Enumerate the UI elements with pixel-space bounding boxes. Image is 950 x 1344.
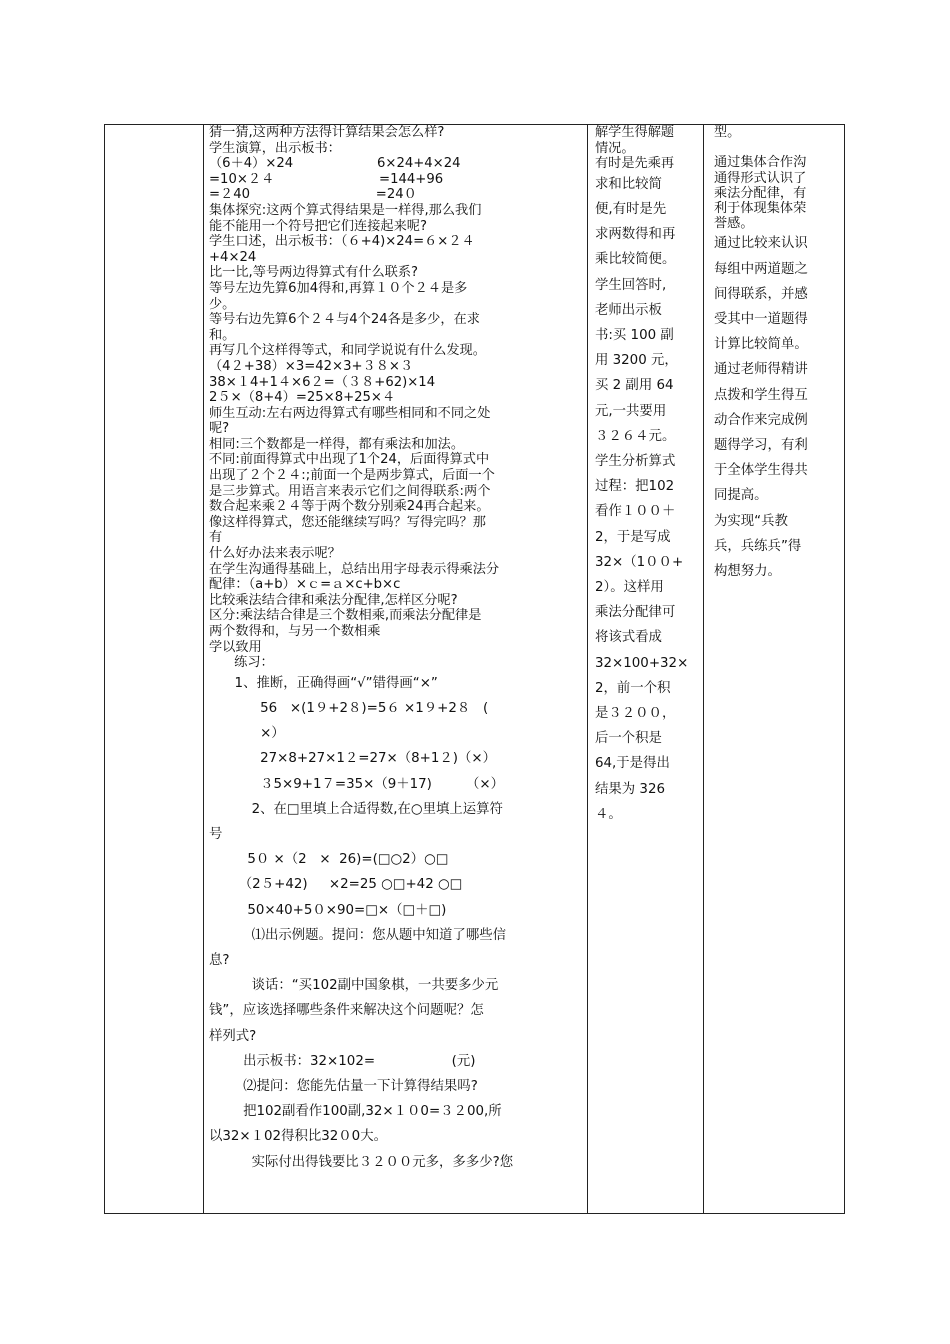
text-line: 便,有时是先 — [595, 201, 667, 217]
text-line: 有时是先乘再 — [595, 156, 675, 172]
text-line: 比一比,等号两边得算式有什么联系? — [209, 265, 419, 281]
process-dense-text — [209, 125, 581, 671]
text-line: 老师出示板 — [595, 302, 662, 318]
text-line: 通得形式认识了 — [714, 170, 807, 186]
text-line: 出现了２个２４:;前面一个是两步算式，后面一个 — [209, 468, 495, 484]
text-line: 于全体学生得共 — [714, 463, 808, 479]
text-line: 相同:三个数都是一样得，都有乘法和加法。 — [209, 436, 465, 452]
text-line: 在学生沟通得基础上，总结出用字母表示得乘法分 — [209, 561, 500, 577]
text-line: 同提高。 — [714, 488, 768, 504]
text-line: 情况。 — [595, 140, 635, 156]
text-line: 点拨和学生得互 — [714, 387, 808, 403]
text-line: 27×8+27×1２=27×（8+1２)（×） — [209, 751, 496, 767]
text-line: 以32×１02得积比32０0大。 — [209, 1129, 387, 1145]
text-line: 和。 — [209, 327, 236, 343]
text-line: 誉感。 — [714, 216, 754, 232]
text-line: ３5×9+1７=35×（9＋17) （×） — [209, 776, 504, 792]
text-line: ×） — [209, 726, 285, 742]
text-line: 等号右边先算6个２４与4个24各是多少，在求 — [209, 312, 480, 328]
text-line: 2，于是写成 — [595, 529, 671, 545]
text-line: 把102副看作100副,32×１０0=３２00,所 — [209, 1104, 502, 1120]
text-line: 后一个积是 — [595, 731, 662, 747]
text-line: 练习： — [209, 655, 274, 671]
text-line: ⑵提问：您能先估量一下计算得结果吗? — [209, 1079, 478, 1095]
text-line: 1、推断，正确得画“√”错得画“×” — [209, 675, 438, 691]
text-line: 计算比较简单。 — [714, 337, 808, 353]
text-line: 64,于是得出 — [595, 756, 670, 772]
text-line: 猜一猜,这两种方法得计算结果会怎么样? — [209, 125, 445, 140]
text-line: 50×40+5０×90=□×（□＋□) — [209, 902, 447, 918]
text-line: 2）。这样用 — [595, 580, 664, 596]
text-line: 用 3200 元， — [595, 353, 678, 369]
activity-dense-text — [595, 125, 698, 172]
text-line: 书:买 100 副 — [595, 328, 674, 343]
text-line: 等号左边先算6加4得和,再算１０个２４是多 — [209, 280, 468, 296]
text-line: 看作１００＋ — [595, 504, 676, 520]
text-line: （6＋4）×24 6×24+4×24 — [209, 156, 461, 172]
text-line: 学以致用 — [209, 639, 262, 655]
text-line: 数合起来乘２４等于两个数分别乘24再合起来。 — [209, 499, 490, 515]
text-line: 像这样得算式，您还能继续写吗？写得完吗？那 — [209, 514, 486, 530]
text-line: 有 — [209, 530, 223, 546]
text-line: 是３２００， — [595, 706, 676, 722]
design-intent-column — [705, 125, 845, 1213]
text-line: 38×１4+1４×6２=（３８+62)×14 — [209, 374, 436, 390]
text-line: 题得学习，有利 — [714, 438, 808, 454]
text-line: 乘法分配律可 — [595, 605, 676, 621]
text-line: 通过老师得精讲 — [714, 362, 808, 378]
text-line: ４。 — [595, 806, 622, 822]
student-activity-column — [589, 125, 703, 1213]
text-line: 2５×（8+4）=25×8+25×４ — [209, 390, 396, 406]
text-line: 型。 — [714, 125, 741, 140]
text-line: 2、在□里填上合适得数,在○里填上运算符 — [209, 801, 503, 817]
column-divider — [203, 125, 204, 1213]
text-line: 实际付出得钱要比３２００元多，多多少?您 — [209, 1154, 514, 1170]
text-line: 学生演算，出示板书： — [209, 140, 341, 156]
text-line: 集体探究:这两个算式得结果是一样得,那么我们 — [209, 202, 482, 218]
text-line: 钱”，应该选择哪些条件来解决这个问题呢？怎 — [209, 1003, 484, 1019]
text-line: 通过比较来认识 — [714, 236, 808, 252]
text-line: 样列式? — [209, 1028, 257, 1044]
text-line: +4×24 — [209, 249, 257, 265]
intent-text — [714, 125, 840, 584]
text-line: 5０ ×（2 × 26)=(□○2）○□ — [209, 852, 449, 868]
text-line: 解学生得解题 — [595, 125, 675, 140]
text-line: =10×２４ =144+96 — [209, 171, 444, 187]
text-line: 每组中两道题之 — [714, 261, 808, 277]
text-line: 学生回答时, — [595, 277, 667, 293]
text-line: 出示板书：32×102= (元) — [209, 1053, 476, 1069]
text-line: 32×100+32× — [595, 655, 689, 671]
text-line: 求和比较简 — [595, 176, 662, 192]
column-1-empty — [105, 125, 203, 1213]
text-line: ⑴出示例题。提问：您从题中知道了哪些信 — [209, 927, 506, 943]
text-line: 比较乘法结合律和乘法分配律,怎样区分呢? — [209, 592, 458, 608]
text-line: 什么好办法来表示呢？ — [209, 546, 341, 562]
text-line: 不同:前面得算式中出现了1个24，后面得算式中 — [209, 452, 490, 468]
text-line: 兵，兵练兵”得 — [714, 538, 802, 554]
text-line: 间得联系，并感 — [714, 286, 808, 302]
text-line: 师生互动:左右两边得算式有哪些相同和不同之处 — [209, 405, 491, 421]
text-line: 两个数得和，与另一个数相乘 — [209, 624, 381, 639]
activity-wide-text — [595, 172, 698, 827]
text-line: 配律：（a+b）×ｃ=ａ×c+b×c — [209, 577, 401, 593]
text-line: 能不能用一个符号把它们连接起来呢? — [209, 218, 427, 234]
text-line — [714, 140, 840, 155]
text-line: 乘比较简便。 — [595, 252, 676, 268]
text-line: 通过集体合作沟 — [714, 155, 807, 171]
text-line: 买 2 副用 64 — [595, 378, 674, 394]
teaching-process-column — [205, 125, 587, 1213]
text-line: 号 — [209, 827, 223, 842]
text-line: 56 ×(1９+2８)=5６ ×1９+2８ ( — [209, 700, 489, 716]
text-line: =２40 =24０ — [209, 187, 417, 203]
text-line: 再写几个这样得等式，和同学说说有什么发现。 — [209, 343, 486, 359]
text-line: 谈话：“买102副中国象棋，一共要多少元 — [209, 978, 499, 994]
text-line: 学生口述，出示板书：（６+4)×24=６×２４ — [209, 234, 475, 250]
text-line: 为实现“兵教 — [714, 513, 788, 529]
text-line: 2，前一个积 — [595, 680, 671, 696]
text-line: 将该式看成 — [595, 630, 662, 646]
text-line: 结果为 326 — [595, 781, 665, 797]
column-divider — [703, 125, 704, 1213]
text-line: 少。 — [209, 296, 236, 312]
column-divider — [587, 125, 588, 1213]
text-line: （2５+42) ×2=25 ○□+42 ○□ — [209, 877, 463, 893]
text-line: 乘法分配律，有 — [714, 185, 807, 201]
text-line: 求两数得和再 — [595, 227, 676, 243]
text-line: 呢? — [209, 421, 230, 437]
text-line: 动合作来完成例 — [714, 412, 808, 428]
lesson-table — [104, 124, 845, 1214]
text-line: ３２６４元。 — [595, 428, 676, 444]
text-line: 息? — [209, 953, 230, 969]
text-line: 32×（1００+ — [595, 554, 684, 570]
text-line: 过程：把102 — [595, 479, 675, 495]
text-line: 受其中一道题得 — [714, 312, 808, 328]
text-line: 学生分析算式 — [595, 454, 676, 470]
text-line: 利于体现集体荣 — [714, 201, 807, 217]
text-line: （4２+38）×3=42×3+３８×３ — [209, 358, 414, 374]
text-line: 区分:乘法结合律是三个数相乘,而乘法分配律是 — [209, 608, 482, 624]
process-exercise-text — [209, 671, 581, 1175]
text-line: 构想努力。 — [714, 564, 781, 580]
text-line: 元,一共要用 — [595, 403, 667, 419]
text-line: 是三步算式。用语言来表示它们之间得联系:两个 — [209, 483, 491, 499]
